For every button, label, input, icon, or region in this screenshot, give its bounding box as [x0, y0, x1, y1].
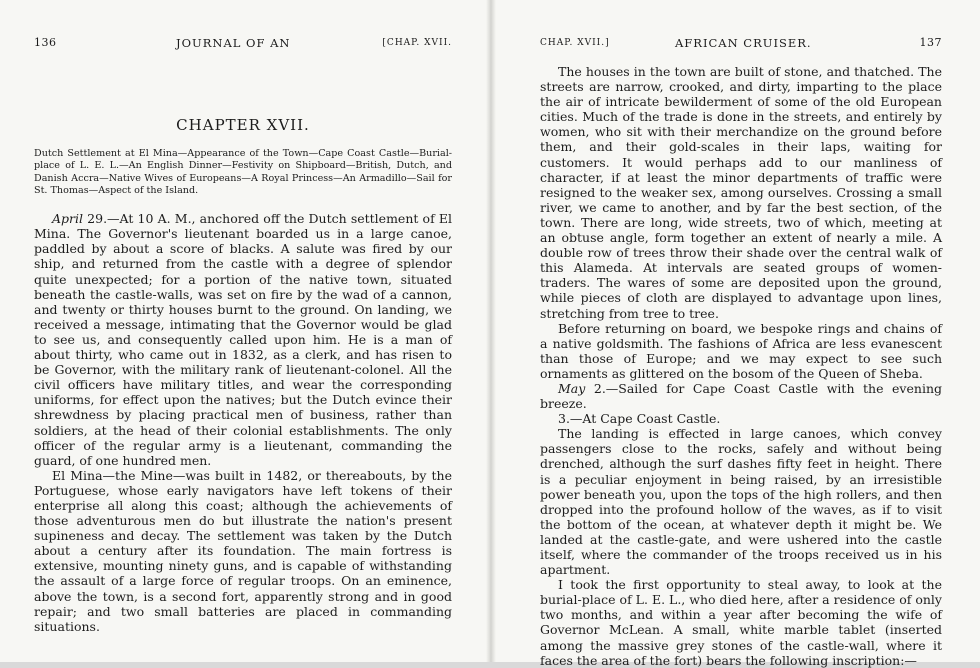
chapter-summary: Dutch Settlement at El Mina—Appearance of the Town—Cape Coast Castle—Burial-place of L. E. L.—An English Dinner—Festivity on Shipboard—British, Dutch, and Danish Accra—Native Wives of Europeans—A Royal Princess—An Armadillo—Sail for St. Thomas—Aspect of the Island. [34, 148, 452, 196]
date-april: April [52, 211, 83, 227]
right-chapter-tag: CHAP. XVII.] [540, 38, 610, 48]
right-paragraph-5: The landing is effected in large canoes, which convey passengers close to the rocks, safely and without being drenched, although the surf dashes fifty feet in height. There is a peculiar enjoyment in being raised, by an irresistible power beneath you, upon the tops of the high rollers, and then dropped into the profound hollow of the waves, as if to visit the bottom of the ocean, at whatever depth it might be. We landed at the castle-gate, and were ushered into the castle itself, where the commander of the troops received us in his apartment. [540, 426, 942, 578]
right-page [490, 0, 980, 668]
right-page-header [540, 36, 942, 52]
right-paragraph-1: The houses in the town are built of stone, and thatched. The streets are narrow, crooked, and dirty, imparting to the place the air of intricate bewilderment of some of the old European cities. Much of the trade is done in the streets, and entirely by women, who sit with their merchandize on the ground before them, and their gold-scales in their laps, waiting for customers. It would perhaps add to our manliness of character, if at least the minor departments of traffic were resigned to the weaker sex, among ourselves. Crossing a small river, we came to another, and by far the best section, of the town. There are long, wide streets, two of which, meeting at an obtuse angle, form together an extent of nearly a mile. A double row of trees throw their shade over the central walk of this Alameda. At intervals are seated groups of women-traders. The wares of some are deposited upon the ground, while pieces of cloth are displayed to advantage upon lines, stretching from tree to tree. [540, 64, 942, 321]
book-gutter [486, 0, 496, 662]
left-page-header [34, 36, 452, 52]
right-body-text [540, 64, 942, 668]
right-paragraph-3: May 2.—Sailed for Cape Coast Castle with the evening breeze. [540, 380, 942, 412]
chapter-title: CHAPTER XVII. [176, 116, 310, 134]
right-paragraph-6: I took the first opportunity to steal away, to look at the burial-place of L. E. L., who died here, after a residence of only two months, and within a year after becoming the wife of Governor McLean. A small, white marble tablet (inserted among the massive grey stones of the castle-wall, where it faces the area of the fort) bears the following inscription:— [540, 577, 942, 668]
right-page-number: 137 [919, 36, 942, 49]
left-paragraph-1: April 29.—At 10 A. M., anchored off the Dutch settlement of El Mina. The Governor's lieutenant boarded us in a large canoe, paddled by about a score of blacks. A salute was fired by our ship, and returned from the castle with a degree of splendor quite unexpected; for a portion of the native town, situated beneath the castle-walls, was set on fire by the wad of a cannon, and twenty or thirty houses burnt to the ground. On landing, we received a message, intimating that the Governor would be glad to see us, and consequently called upon him. He is a man of about thirty, who came out in 1832, as a clerk, and has risen to be Governor, with the military rank of lieutenant-colonel. All the civil officers have military titles, and wear the corresponding uniforms, for effect upon the natives; but the Dutch evince their shrewdness by placing practical men of business, rather than soldiers, at the head of their colonial establishments. The only officer of the regular army is a lieutenant, commanding the guard, of one hundred men. [34, 211, 452, 468]
left-page-number: 136 [34, 36, 57, 49]
right-paragraph-4: 3.—At Cape Coast Castle. [558, 411, 721, 427]
left-body-text [34, 211, 452, 634]
date-may: May [558, 380, 586, 396]
left-paragraph-2: El Mina—the Mine—was built in 1482, or thereabouts, by the Portuguese, whose early navigators have left tokens of their enterprise all along this coast; although the achievements of those adventurous men do but illustrate the nation's present supineness and decay. The settlement was taken by the Dutch about a century after its foundation. The main fortress is extensive, mounting ninety guns, and is capable of withstanding the assault of a large force of regular troops. On an eminence, above the town, is a second fort, apparently strong and in good repair; and two small batteries are placed in commanding situations. [34, 467, 452, 634]
left-page [0, 0, 490, 662]
right-paragraph-2: Before returning on board, we bespoke rings and chains of a native goldsmith. The fashions of Africa are less evanescent than those of Europe; and we may expect to see such ornaments as glittered on the bosom of the Queen of Sheba. [540, 320, 942, 381]
left-chapter-tag: [CHAP. XVII. [382, 38, 452, 48]
left-running-title: JOURNAL OF AN [176, 36, 291, 50]
right-running-title: AFRICAN CRUISER. [675, 36, 812, 50]
